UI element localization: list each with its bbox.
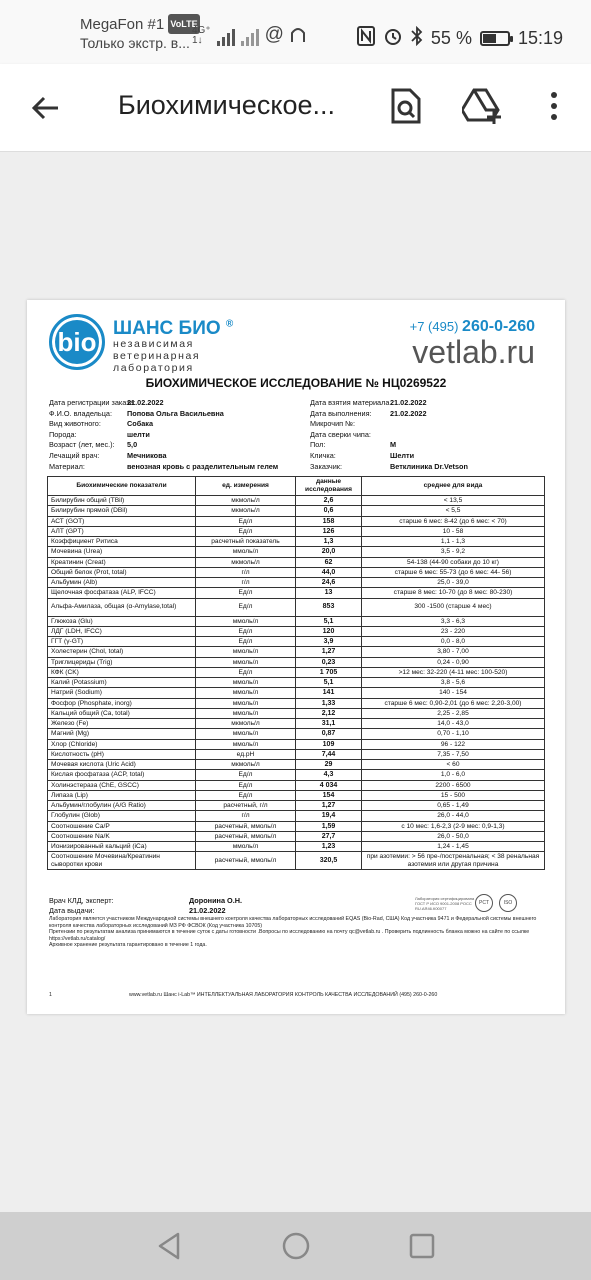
result-value: 27,7 [296,831,362,841]
result-value: 1,33 [296,698,362,708]
table-row [48,578,545,588]
table-row [48,831,545,841]
table-row [48,698,545,708]
info-value: шелти [127,429,150,439]
info-value: 21.02.2022 [127,398,164,407]
info-row [49,440,545,451]
signal-area [192,24,306,46]
table-row [48,842,545,852]
info-value: Ветклиника Dr.Vetson [390,461,468,471]
nav-recents-icon[interactable] [406,1230,438,1262]
nav-home-icon[interactable] [280,1230,312,1262]
reference-range: при азотемии: > 56 пре-/постренальная; < 38 ренальная азотемия или другая причина [362,852,545,870]
document-page [27,300,565,1014]
unit: Ед/л [196,770,296,780]
unit: ммоль/л [196,708,296,718]
wifi-off-icon [290,25,306,46]
unit: ммоль/л [196,729,296,739]
at-icon: @ [264,24,284,45]
unit: ммоль/л [196,698,296,708]
table-row [48,780,545,790]
reference-range: 140 - 154 [362,688,545,698]
unit: Ед/л [196,626,296,636]
indicator-name: Кислотность (pH) [48,749,196,759]
result-value: 141 [296,688,362,698]
indicator-name: Мочевина (Urea) [48,547,196,557]
info-value: Шелти [390,450,415,460]
result-value: 158 [296,516,362,526]
indicator-name: КФК (CK) [48,667,196,677]
reference-range: старше 8 мес: 10-70 (до 8 мес: 80-230) [362,588,545,598]
info-value: Собака [127,419,154,429]
info-label: Заказчик: [310,461,342,471]
info-value: 21.02.2022 [390,408,427,418]
unit: г/л [196,578,296,588]
network-type-1: 4G⁺ [192,25,211,36]
reference-range: 3,5 - 9,2 [362,547,545,557]
info-label: Пол: [310,440,326,450]
tagline-line: лаборатория [113,362,194,374]
issue-label: Дата выдачи: [49,906,95,915]
reference-range: < 13,5 [362,496,545,506]
app-bar [0,64,591,152]
table-row [48,719,545,729]
table-row [48,821,545,831]
unit: расчетный, г/л [196,801,296,811]
indicator-name: Холинэстераза (ChE, GSCC) [48,780,196,790]
table-row [48,616,545,626]
unit: расчетный, ммоль/л [196,831,296,841]
table-row [48,547,545,557]
document-title: Биохимическое... [118,90,335,120]
table-row [48,739,545,749]
reference-range: 10 - 58 [362,526,545,536]
info-value: 21.02.2022 [390,398,427,407]
result-value: 24,6 [296,578,362,588]
result-value: 3,9 [296,637,362,647]
result-value: 20,0 [296,547,362,557]
unit: Ед/л [196,790,296,800]
unit: расчетный, ммоль/л [196,821,296,831]
table-row [48,598,545,616]
result-value: 1,59 [296,821,362,831]
tagline-line: независимая [113,338,194,350]
unit: ммоль/л [196,842,296,852]
unit: ммоль/л [196,678,296,688]
indicator-name: Калий (Potassium) [48,678,196,688]
reference-range: 3,3 - 6,3 [362,616,545,626]
result-value: 5,1 [296,616,362,626]
info-label: Дата взятия материала [310,398,390,407]
indicator-name: Билирубин общий (TBil) [48,496,196,506]
reference-range: 300 -1500 (старше 4 мес) [362,598,545,616]
info-value: М [390,440,397,450]
unit: г/л [196,567,296,577]
info-row [49,409,545,420]
reference-range: 1,0 - 6,0 [362,770,545,780]
result-value: 2,6 [296,496,362,506]
info-label: Кличка: [310,450,336,460]
info-row [49,398,545,409]
table-row [48,811,545,821]
indicator-name: ГГТ (γ-GT) [48,637,196,647]
indicator-name: Альбумин (Alb) [48,578,196,588]
result-value: 1,3 [296,537,362,547]
lab-tagline [113,338,200,374]
table-row [48,526,545,536]
table-row [48,657,545,667]
table-row [48,760,545,770]
patient-info [49,398,545,472]
info-label: Ф.И.О. владельца: [49,408,112,418]
note-line: Архивное хранение результата гарантировано в течение 1 года. [49,942,207,949]
table-row [48,852,545,870]
result-value: 1,27 [296,801,362,811]
reference-range: 25,0 - 39,0 [362,578,545,588]
unit: расчетный, ммоль/л [196,852,296,870]
info-label: Порода: [49,429,77,439]
clock: 15:19 [517,28,563,48]
info-value: венозная кровь с разделительным гелем [127,461,279,471]
table-row [48,708,545,718]
reference-range: 1,1 - 1,3 [362,537,545,547]
col-header: Биохимические показатели [48,477,196,496]
indicator-name: Железо (Fe) [48,719,196,729]
notification-text: Только экстр. в... [80,35,190,51]
reference-range: старше 6 мес: 8-42 (до 6 мес: < 70) [362,516,545,526]
reference-range: 96 - 122 [362,739,545,749]
lab-logo: bio [49,314,105,370]
result-value: 1,23 [296,842,362,852]
info-label: Возраст (лет, мес.): [49,440,115,450]
result-value: 1 705 [296,667,362,677]
footer-text: www.vetlab.ru Шанс i-Lab™ ИНТЕЛЛЕКТУАЛЬНАЯ ЛАБОРАТОРИЯ КОНТРОЛЬ КАЧЕСТВА ИССЛЕДОВАНИЙ (495) 260-0-260 [129,992,438,998]
table-row [48,770,545,780]
unit: ед.рН [196,749,296,759]
table-row [48,647,545,657]
brand-mark: ® [225,318,234,330]
unit: Ед/л [196,637,296,647]
indicator-name: Соотношение Na/K [48,831,196,841]
result-value: 44,0 [296,567,362,577]
bluetooth-icon [411,26,423,51]
battery-percent: 55 % [430,28,472,48]
more-vert-icon[interactable] [536,86,572,126]
table-row [48,667,545,677]
phone-code: +7 (495) [409,319,459,334]
unit: Ед/л [196,780,296,790]
report-title: БИОХИМИЧЕСКОЕ ИССЛЕДОВАНИЕ № НЦ0269522 [145,376,447,390]
rst-badge-icon: PCT [475,894,493,912]
table-row [48,537,545,547]
unit: мкмоль/л [196,760,296,770]
table-row [48,506,545,516]
table-row [48,567,545,577]
info-label: Микрочип №: [310,419,356,429]
indicator-name: Коэффициент Ритиса [48,537,196,547]
document-viewer[interactable] [0,152,591,1212]
indicator-name: Билирубин прямой (DBil) [48,506,196,516]
drive-add-icon[interactable] [462,86,502,126]
unit: Ед/л [196,598,296,616]
reference-range: 15 - 500 [362,790,545,800]
indicator-name: Соотношение Мочевина/Креатинин сыворотки крови [48,852,196,870]
reference-range: < 5,5 [362,506,545,516]
reference-range: старше 6 мес: 0,90-2,01 (до 6 мес: 2,20-3,00) [362,698,545,708]
info-value: Попова Ольга Васильевна [127,408,224,418]
info-label: Дата выполнения: [310,408,372,418]
results-table [47,476,545,870]
unit: мкмоль/л [196,719,296,729]
unit: Ед/л [196,667,296,677]
reference-range: 2,25 - 2,85 [362,708,545,718]
info-label: Лечащий врач: [49,450,100,460]
issue-date: 21.02.2022 [189,906,226,915]
signal-bars-nosim-icon [241,28,259,46]
result-value: 29 [296,760,362,770]
indicator-name: Натрий (Sodium) [48,688,196,698]
indicator-name: Кальций общий (Ca, total) [48,708,196,718]
brand-name: ШАНС БИО [113,318,221,339]
table-row [48,496,545,506]
reference-range: 0,0 - 8,0 [362,637,545,647]
info-label: Дата регистрации заказа: [49,398,136,407]
reference-range: 2200 - 6500 [362,780,545,790]
info-label: Вид животного: [49,419,101,429]
navigation-bar [0,1212,591,1280]
page-number: 1 [49,992,52,998]
unit: мкмоль/л [196,496,296,506]
status-right [357,26,563,51]
unit: г/л [196,811,296,821]
indicator-name: Соотношение Ca/P [48,821,196,831]
indicator-name: Альбумин/глобулин (A/G Ratio) [48,801,196,811]
network-type-label [192,26,211,46]
indicator-name: Креатинин (Creat) [48,557,196,567]
result-value: 154 [296,790,362,800]
nav-back-icon[interactable] [154,1230,186,1262]
signal-bars-icon [217,28,235,46]
result-value: 0,6 [296,506,362,516]
result-value: 120 [296,626,362,636]
table-row [48,516,545,526]
indicator-name: Триглицериды (Trig) [48,657,196,667]
unit: Ед/л [196,526,296,536]
reference-range: 0,24 - 0,90 [362,657,545,667]
search-document-icon[interactable] [386,86,426,126]
unit: расчетный показатель [196,537,296,547]
result-value: 126 [296,526,362,536]
table-row [48,749,545,759]
result-value: 19,4 [296,811,362,821]
indicator-name: АСТ (GOT) [48,516,196,526]
indicator-name: Фосфор (Phosphate, inorg) [48,698,196,708]
reference-range: >12 мес: 32-220 (4-11 мес: 100-520) [362,667,545,677]
indicator-name: Хлор (Chloride) [48,739,196,749]
indicator-name: Щелочная фосфатаза (ALP, IFCC) [48,588,196,598]
result-value: 320,5 [296,852,362,870]
battery-icon [480,31,510,46]
alarm-icon [383,26,403,51]
status-bar [0,0,591,64]
carrier-name: MegaFon #1 [80,16,165,33]
reference-range: 0,65 - 1,49 [362,801,545,811]
reference-range: 1,24 - 1,45 [362,842,545,852]
result-value: 2,12 [296,708,362,718]
network-type-2: 1↓ [192,35,203,46]
col-header: данные исследования [296,477,362,496]
cert-badges [475,894,517,912]
indicator-name: АЛТ (GPT) [48,526,196,536]
lab-site: vetlab.ru [412,334,535,370]
unit: мкмоль/л [196,506,296,516]
phone-number: 260-0-260 [462,318,535,335]
unit: ммоль/л [196,657,296,667]
indicator-name: ЛДГ (LDH, IFCC) [48,626,196,636]
doctor-label: Врач КЛД, эксперт: [49,896,114,905]
result-value: 5,1 [296,678,362,688]
table-header-row [48,477,545,496]
reference-range: 7,35 - 7,50 [362,749,545,759]
indicator-name: Холестерин (Chol, total) [48,647,196,657]
reference-range: 14,0 - 43,0 [362,719,545,729]
back-arrow-icon[interactable] [28,90,64,126]
unit: ммоль/л [196,739,296,749]
result-value: 62 [296,557,362,567]
info-row [49,451,545,462]
col-header: среднее для вида [362,477,545,496]
result-value: 1,27 [296,647,362,657]
indicator-name: Магний (Mg) [48,729,196,739]
reference-range: 3,80 - 7,00 [362,647,545,657]
reference-range: 54-138 (44-90 собаки до 10 кг) [362,557,545,567]
table-row [48,790,545,800]
table-row [48,801,545,811]
reference-range: 23 - 220 [362,626,545,636]
note-line: Лаборатория является участником Международной системы внешнего контроля качества лабораторных исследований EQAS (Bio-Rad, США) Код участника 9471 и Федеральной системы внешнего контроля качества лабораторных исследований МЗ РФ ФСВОК (Код участника 10705) [49,916,537,929]
info-row [49,430,545,441]
table-row [48,557,545,567]
indicator-name: Глобулин (Glob) [48,811,196,821]
reference-range: < 60 [362,760,545,770]
iso-badge-icon: ISO [499,894,517,912]
table-row [48,678,545,688]
table-row [48,626,545,636]
reference-range: 26,0 - 44,0 [362,811,545,821]
note-line: Претензии по результатам анализа принимаются в течение суток с даты готовности .Вопросы по исследованию на почту qc@vetlab.ru . Проверить подлинность бланка можно на сайте по ссылке https://vetlab.ru/catalog/ [49,929,530,942]
tagline-line: ветеринарная [113,350,201,362]
indicator-name: Глюкоза (Glu) [48,616,196,626]
info-row [49,462,545,473]
result-value: 853 [296,598,362,616]
result-value: 4 034 [296,780,362,790]
result-value: 7,44 [296,749,362,759]
indicator-name: Общий белок (Prot, total) [48,567,196,577]
indicator-name: Липаза (Lip) [48,790,196,800]
unit: ммоль/л [196,647,296,657]
unit: Ед/л [196,516,296,526]
info-value: 5,0 [127,440,138,450]
reference-range: 3,8 - 5,6 [362,678,545,688]
result-value: 109 [296,739,362,749]
info-label: Дата сверки чипа: [310,429,371,439]
result-value: 0,23 [296,657,362,667]
nfc-icon [357,26,375,51]
indicator-name: Альфа-Амилаза, общая (α-Amylase,total) [48,598,196,616]
reference-range: 0,70 - 1,10 [362,729,545,739]
table-row [48,688,545,698]
info-value: Мечникова [127,450,167,460]
table-row [48,729,545,739]
info-row [49,419,545,430]
col-header: ед. измерения [196,477,296,496]
unit: ммоль/л [196,688,296,698]
unit: Ед/л [196,588,296,598]
cert-text: Лаборатория сертифицирована ГОСТ Р ИСО 9001-2008 РОСС RU.АЯ46.К00077 [415,896,475,911]
reference-range: с 10 мес: 1,6-2,3 (2-9 мес: 0,9-1,3) [362,821,545,831]
status-left [80,14,200,52]
result-value: 0,87 [296,729,362,739]
table-row [48,637,545,647]
unit: ммоль/л [196,616,296,626]
doctor-name: Доронина О.Н. [189,896,243,905]
info-label: Материал: [49,461,85,471]
lab-brand [113,318,233,340]
unit: ммоль/л [196,547,296,557]
result-value: 13 [296,588,362,598]
indicator-name: Кислая фосфатаза (ACP, total) [48,770,196,780]
lab-notes [49,916,545,949]
indicator-name: Мочевая кислота (Uric Acid) [48,760,196,770]
result-value: 4,3 [296,770,362,780]
result-value: 31,1 [296,719,362,729]
reference-range: старше 6 мес: 55-73 (до 6 мес: 44- 56) [362,567,545,577]
table-row [48,588,545,598]
reference-range: 26,0 - 50,0 [362,831,545,841]
battery-fill [483,34,496,43]
unit: мкмоль/л [196,557,296,567]
indicator-name: Ионизированный кальций (iCa) [48,842,196,852]
volte-badge: VoLTE [168,14,199,34]
